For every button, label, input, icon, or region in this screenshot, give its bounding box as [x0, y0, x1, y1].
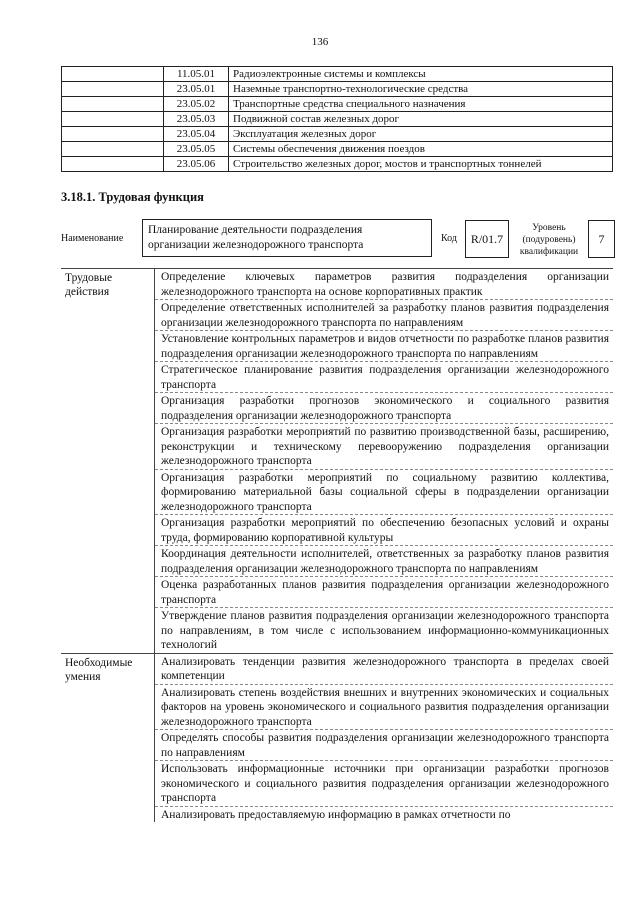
- level-label-line-1: Уровень: [532, 223, 566, 233]
- specialty-name: Эксплуатация железных дорог: [229, 127, 613, 142]
- codes-table-row: [62, 127, 613, 142]
- list-item: Стратегическое планирование развития подразделения организации железнодорожного транспорта: [155, 362, 613, 393]
- labor-actions-label: [61, 269, 154, 653]
- specialty-name: Строительство железных дорог, мостов и транспортных тоннелей: [229, 157, 613, 172]
- codes-empty-cell: [62, 142, 164, 157]
- list-item: Утверждение планов развития подразделения организации железнодорожного транспорта по направлениям, в том числе с использованием информационно-коммуникационных технологий: [161, 610, 609, 651]
- codes-table-row: [62, 97, 613, 112]
- list-item: Анализировать предоставляемую информацию в рамках отчетности по: [161, 808, 511, 821]
- specialty-code: 23.05.04: [164, 127, 229, 142]
- labor-actions-label-line-1: Трудовые: [65, 272, 113, 284]
- labor-actions-list: [154, 269, 613, 653]
- name-label: Наименование: [61, 233, 124, 244]
- list-item: Координация деятельности исполнителей, ответственных за разработку планов развития подразделения организации железнодорожного транспорта по направлениям: [155, 546, 613, 577]
- specialty-name: Подвижной состав железных дорог: [229, 112, 613, 127]
- specialty-name: Наземные транспортно-технологические средства: [229, 82, 613, 97]
- list-item: Определять способы развития подразделения организации железнодорожного транспорта по направлениям: [155, 730, 613, 761]
- list-item: Определение ключевых параметров развития подразделения организации железнодорожного транспорта на основе корпоративных практик: [155, 269, 613, 300]
- codes-empty-cell: [62, 112, 164, 127]
- function-name-box: [142, 219, 432, 257]
- codes-table-row: [62, 157, 613, 172]
- specialty-code: 23.05.01: [164, 82, 229, 97]
- list-item: Использовать информационные источники при организации разработки прогнозов экономического и социального развития подразделения организации железнодорожного транспорта: [155, 761, 613, 807]
- specialty-name: Транспортные средства специального назначения: [229, 97, 613, 112]
- level-label-line-3: квалификации: [519, 247, 579, 257]
- codes-empty-cell: [62, 157, 164, 172]
- codes-empty-cell: [62, 67, 164, 82]
- list-item: Организация разработки прогнозов экономического и социального развития подразделения организации железнодорожного транспорта: [155, 393, 613, 424]
- function-details-table: [61, 268, 613, 822]
- page-number: 136: [311, 36, 329, 48]
- function-name-line-1: Планирование деятельности подразделения: [148, 224, 363, 236]
- list-item: Определение ответственных исполнителей за разработку планов развития подразделения организации железнодорожного транспорта по направлениям: [155, 300, 613, 331]
- list-item: Организация разработки мероприятий по развитию производственной базы, расширению, реконструкции и техническому перевооружению подразделения организации железнодорожного транспорта: [155, 424, 613, 470]
- list-item: Анализировать степень воздействия внешних и внутренних экономических и социальных факторов на уровень экономического и социального развития подразделения организации железнодорожного транспорта: [155, 685, 613, 731]
- list-item: Установление контрольных параметров и видов отчетности по разработке планов развития подразделения организации железнодорожного транспорта по направлениям: [155, 331, 613, 362]
- codes-empty-cell: [62, 97, 164, 112]
- skills-label-line-1: Необходимые: [65, 656, 133, 669]
- specialty-code: 11.05.01: [164, 67, 229, 82]
- code-label: Код: [441, 233, 457, 244]
- codes-empty-cell: [62, 82, 164, 97]
- specialty-code: 23.05.06: [164, 157, 229, 172]
- qualification-level-label: [514, 222, 584, 258]
- specialty-code: 23.05.02: [164, 97, 229, 112]
- skills-row: [61, 653, 613, 823]
- list-item: Анализировать тенденции развития железнодорожного транспорта в пределах своей компетенции: [155, 654, 613, 685]
- list-item: Организация разработки мероприятий по социальному развитию коллектива, формированию материальной базы социальной сферы в подразделении организации железнодорожного транспорта: [155, 470, 613, 516]
- skills-label-line-2: умения: [65, 670, 101, 683]
- list-item: Организация разработки мероприятий по обеспечению безопасных условий и охраны труда, формированию корпоративной культуры: [155, 515, 613, 546]
- codes-table-row: [62, 112, 613, 127]
- codes-empty-cell: [62, 127, 164, 142]
- codes-table-row: [62, 67, 613, 82]
- function-name-line-2: организации железнодорожного транспорта: [148, 239, 364, 251]
- specialty-name: Системы обеспечения движения поездов: [229, 142, 613, 157]
- section-title: 3.18.1. Трудовая функция: [61, 190, 204, 204]
- labor-actions-label-line-2: действия: [65, 286, 110, 298]
- skills-list: [154, 654, 613, 823]
- specialty-codes-table: [61, 66, 613, 172]
- specialty-name: Радиоэлектронные системы и комплексы: [229, 67, 613, 82]
- specialty-code: 23.05.05: [164, 142, 229, 157]
- specialty-code: 23.05.03: [164, 112, 229, 127]
- skills-label: [61, 654, 154, 823]
- list-item: Оценка разработанных планов развития подразделения организации железнодорожного транспорта: [155, 577, 613, 608]
- level-label-line-2: (подуровень): [522, 235, 576, 245]
- qualification-level-value: 7: [588, 220, 615, 258]
- codes-table-row: [62, 142, 613, 157]
- code-value: R/01.7: [465, 220, 509, 258]
- labor-actions-row: [61, 268, 613, 653]
- codes-table-row: [62, 82, 613, 97]
